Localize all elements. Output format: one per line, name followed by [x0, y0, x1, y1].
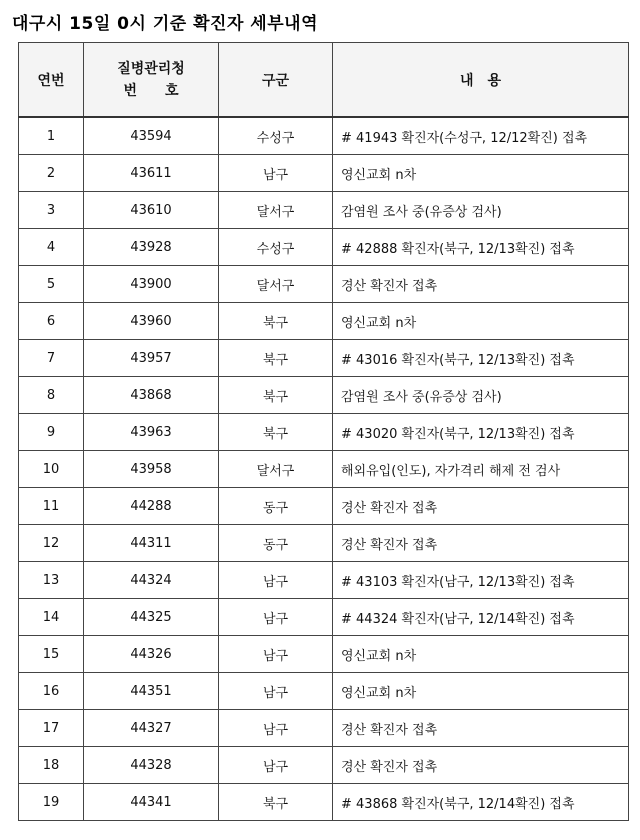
page-title: 대구시 15일 0시 기준 확진자 세부내역: [12, 14, 318, 34]
cell-no: 8: [19, 377, 84, 414]
cell-no: 2: [19, 155, 84, 192]
cell-district: 동구: [219, 525, 333, 562]
header-content: [333, 43, 629, 118]
cell-code: 44325: [84, 599, 219, 636]
cell-content: 영신교회 n차: [333, 636, 629, 673]
cell-content: 감염원 조사 중(유증상 검사): [333, 192, 629, 229]
cell-no: 10: [19, 451, 84, 488]
cell-content: 경산 확진자 접촉: [333, 710, 629, 747]
table-row: [19, 562, 629, 599]
cell-no: 1: [19, 117, 84, 155]
table-row: [19, 525, 629, 562]
table-row: [19, 599, 629, 636]
table-header-row: [19, 43, 629, 118]
table-row: [19, 710, 629, 747]
cell-no: 5: [19, 266, 84, 303]
table-row: [19, 673, 629, 710]
cell-no: 14: [19, 599, 84, 636]
cell-code: 44311: [84, 525, 219, 562]
cell-district: 북구: [219, 377, 333, 414]
cell-district: 북구: [219, 414, 333, 451]
cell-no: 13: [19, 562, 84, 599]
table-row: [19, 303, 629, 340]
table-row: [19, 117, 629, 155]
cell-content: 경산 확진자 접촉: [333, 525, 629, 562]
cell-code: 43963: [84, 414, 219, 451]
cell-code: 43611: [84, 155, 219, 192]
cell-no: 3: [19, 192, 84, 229]
table-row: [19, 488, 629, 525]
cell-no: 17: [19, 710, 84, 747]
cell-content: # 42888 확진자(북구, 12/13확진) 접촉: [333, 229, 629, 266]
cell-content: # 43020 확진자(북구, 12/13확진) 접촉: [333, 414, 629, 451]
cell-district: 남구: [219, 562, 333, 599]
cell-content: # 41943 확진자(수성구, 12/12확진) 접촉: [333, 117, 629, 155]
cell-code: 43928: [84, 229, 219, 266]
cell-code: 43958: [84, 451, 219, 488]
table-row: [19, 747, 629, 784]
cell-district: 동구: [219, 488, 333, 525]
table-row: [19, 377, 629, 414]
cell-content: # 44324 확진자(남구, 12/14확진) 접촉: [333, 599, 629, 636]
cell-district: 남구: [219, 599, 333, 636]
cell-district: 수성구: [219, 117, 333, 155]
table-row: [19, 266, 629, 303]
table-row: [19, 414, 629, 451]
cell-no: 12: [19, 525, 84, 562]
cell-code: 43900: [84, 266, 219, 303]
cell-district: 남구: [219, 673, 333, 710]
cell-code: 44324: [84, 562, 219, 599]
header-no: 연번: [19, 43, 84, 118]
cell-content: 경산 확진자 접촉: [333, 488, 629, 525]
cell-content: 경산 확진자 접촉: [333, 266, 629, 303]
cell-district: 남구: [219, 636, 333, 673]
cell-code: 43610: [84, 192, 219, 229]
cell-code: 43957: [84, 340, 219, 377]
cell-no: 4: [19, 229, 84, 266]
cell-code: 44288: [84, 488, 219, 525]
header-code: [84, 43, 219, 118]
cell-content: # 43016 확진자(북구, 12/13확진) 접촉: [333, 340, 629, 377]
cell-district: 북구: [219, 340, 333, 377]
cell-district: 북구: [219, 303, 333, 340]
cell-code: 43960: [84, 303, 219, 340]
cell-content: # 43103 확진자(남구, 12/13확진) 접촉: [333, 562, 629, 599]
header-code-line2: 번호: [123, 82, 207, 99]
cell-no: 15: [19, 636, 84, 673]
cell-code: 44327: [84, 710, 219, 747]
cell-district: 달서구: [219, 451, 333, 488]
cell-content: # 43868 확진자(북구, 12/14확진) 접촉: [333, 784, 629, 821]
table-row: [19, 784, 629, 821]
cell-code: 44341: [84, 784, 219, 821]
cell-code: 43594: [84, 117, 219, 155]
cell-content: 감염원 조사 중(유증상 검사): [333, 377, 629, 414]
cell-content: 해외유입(인도), 자가격리 해제 전 검사: [333, 451, 629, 488]
cell-district: 남구: [219, 710, 333, 747]
table-row: [19, 229, 629, 266]
cell-content: 영신교회 n차: [333, 673, 629, 710]
cell-district: 달서구: [219, 192, 333, 229]
cell-content: 영신교회 n차: [333, 303, 629, 340]
table-row: [19, 636, 629, 673]
table-row: [19, 451, 629, 488]
case-table: [18, 42, 629, 821]
cell-no: 6: [19, 303, 84, 340]
header-content-label: 내용: [459, 72, 516, 89]
table-row: [19, 192, 629, 229]
cell-no: 18: [19, 747, 84, 784]
header-district: 구군: [219, 43, 333, 118]
cell-no: 9: [19, 414, 84, 451]
cell-code: 44328: [84, 747, 219, 784]
cell-district: 달서구: [219, 266, 333, 303]
table-row: [19, 155, 629, 192]
cell-code: 44351: [84, 673, 219, 710]
cell-no: 16: [19, 673, 84, 710]
cell-district: 북구: [219, 784, 333, 821]
cell-district: 수성구: [219, 229, 333, 266]
cell-no: 7: [19, 340, 84, 377]
table-row: [19, 340, 629, 377]
cell-no: 19: [19, 784, 84, 821]
cell-content: 영신교회 n차: [333, 155, 629, 192]
header-code-line1: 질병관리청: [117, 60, 185, 77]
cell-no: 11: [19, 488, 84, 525]
cell-content: 경산 확진자 접촉: [333, 747, 629, 784]
cell-district: 남구: [219, 747, 333, 784]
cell-code: 43868: [84, 377, 219, 414]
cell-district: 남구: [219, 155, 333, 192]
cell-code: 44326: [84, 636, 219, 673]
